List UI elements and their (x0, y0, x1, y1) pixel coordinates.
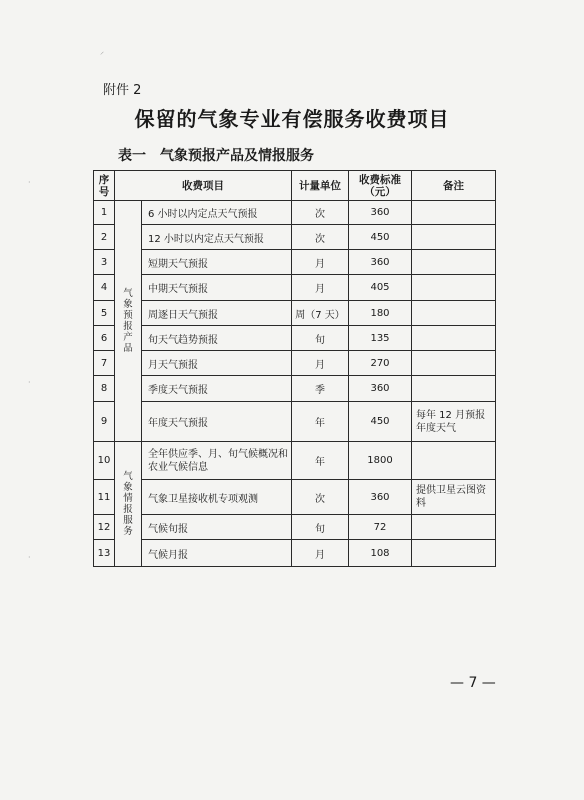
row-unit: 月 (292, 540, 349, 567)
row-item: 短期天气预报 (142, 250, 292, 275)
category-forecast-label: 气象预报产品 (123, 288, 133, 354)
row-note (412, 250, 496, 275)
row-note (412, 442, 496, 480)
table-row (94, 376, 496, 402)
row-item: 月天气预报 (142, 351, 292, 376)
row-no: 9 (94, 402, 115, 442)
row-no: 4 (94, 275, 115, 301)
header-unit: 计量单位 (292, 171, 349, 201)
row-note (412, 326, 496, 351)
table-row (94, 201, 496, 225)
row-unit: 季 (292, 376, 349, 402)
header-item: 收费项目 (115, 171, 292, 201)
row-no: 10 (94, 442, 115, 480)
table-row (94, 301, 496, 326)
row-unit: 次 (292, 201, 349, 225)
table-header-row (94, 171, 496, 201)
page-number: — 7 — (450, 675, 496, 691)
table-subtitle: 表一 气象预报产品及情报服务 (118, 148, 314, 164)
row-note (412, 376, 496, 402)
table-row (94, 326, 496, 351)
row-price: 450 (349, 225, 412, 250)
header-note: 备注 (412, 171, 496, 201)
row-note: 每年 12 月预报年度天气 (412, 402, 496, 442)
row-item: 中期天气预报 (142, 275, 292, 301)
row-price: 135 (349, 326, 412, 351)
table-row (94, 480, 496, 515)
row-note (412, 201, 496, 225)
row-no: 2 (94, 225, 115, 250)
table-row (94, 515, 496, 540)
row-no: 1 (94, 201, 115, 225)
row-price: 360 (349, 201, 412, 225)
row-unit: 周（7 天） (292, 301, 349, 326)
row-price: 108 (349, 540, 412, 567)
row-price: 450 (349, 402, 412, 442)
row-unit: 年 (292, 442, 349, 480)
scan-speck: · (28, 178, 31, 187)
row-price: 360 (349, 250, 412, 275)
row-no: 12 (94, 515, 115, 540)
row-price: 360 (349, 480, 412, 515)
row-note (412, 351, 496, 376)
header-no: 序号 (94, 171, 115, 201)
table-row (94, 540, 496, 567)
row-price: 360 (349, 376, 412, 402)
scan-speck: · (28, 553, 31, 562)
table-row (94, 442, 496, 480)
attachment-label: 附件 2 (103, 83, 142, 98)
row-no: 13 (94, 540, 115, 567)
table-row (94, 402, 496, 442)
row-item: 周逐日天气预报 (142, 301, 292, 326)
row-item: 气象卫星接收机专项观测 (142, 480, 292, 515)
row-note: 提供卫星云图资料 (412, 480, 496, 515)
row-unit: 次 (292, 480, 349, 515)
row-item: 气候月报 (142, 540, 292, 567)
row-unit: 月 (292, 250, 349, 275)
row-note (412, 515, 496, 540)
document-title: 保留的气象专业有偿服务收费项目 (134, 107, 450, 131)
row-unit: 月 (292, 351, 349, 376)
row-price: 405 (349, 275, 412, 301)
row-price: 270 (349, 351, 412, 376)
table-row (94, 225, 496, 250)
row-item: 12 小时以内定点天气预报 (142, 225, 292, 250)
category-forecast-cell (115, 201, 142, 442)
row-item: 季度天气预报 (142, 376, 292, 402)
fee-table (93, 170, 496, 567)
row-unit: 次 (292, 225, 349, 250)
row-price: 180 (349, 301, 412, 326)
row-unit: 年 (292, 402, 349, 442)
row-no: 7 (94, 351, 115, 376)
row-no: 3 (94, 250, 115, 275)
row-note (412, 540, 496, 567)
row-no: 6 (94, 326, 115, 351)
row-note (412, 225, 496, 250)
row-item: 旬天气趋势预报 (142, 326, 292, 351)
row-item: 气候旬报 (142, 515, 292, 540)
row-note (412, 301, 496, 326)
row-unit: 月 (292, 275, 349, 301)
row-item: 全年供应季、月、旬气候概况和农业气候信息 (142, 442, 292, 480)
table-row (94, 351, 496, 376)
row-price: 72 (349, 515, 412, 540)
scan-speck: ⸝ (100, 47, 104, 56)
category-info-label: 气象情报服务 (123, 471, 133, 537)
row-no: 5 (94, 301, 115, 326)
row-unit: 旬 (292, 326, 349, 351)
row-item: 年度天气预报 (142, 402, 292, 442)
table-row (94, 275, 496, 301)
scan-speck: · (28, 378, 31, 387)
row-price: 1800 (349, 442, 412, 480)
row-no: 8 (94, 376, 115, 402)
row-note (412, 275, 496, 301)
table-row (94, 250, 496, 275)
row-item: 6 小时以内定点天气预报 (142, 201, 292, 225)
category-info-cell (115, 442, 142, 567)
row-unit: 旬 (292, 515, 349, 540)
row-no: 11 (94, 480, 115, 515)
header-price: 收费标准（元） (349, 171, 412, 201)
